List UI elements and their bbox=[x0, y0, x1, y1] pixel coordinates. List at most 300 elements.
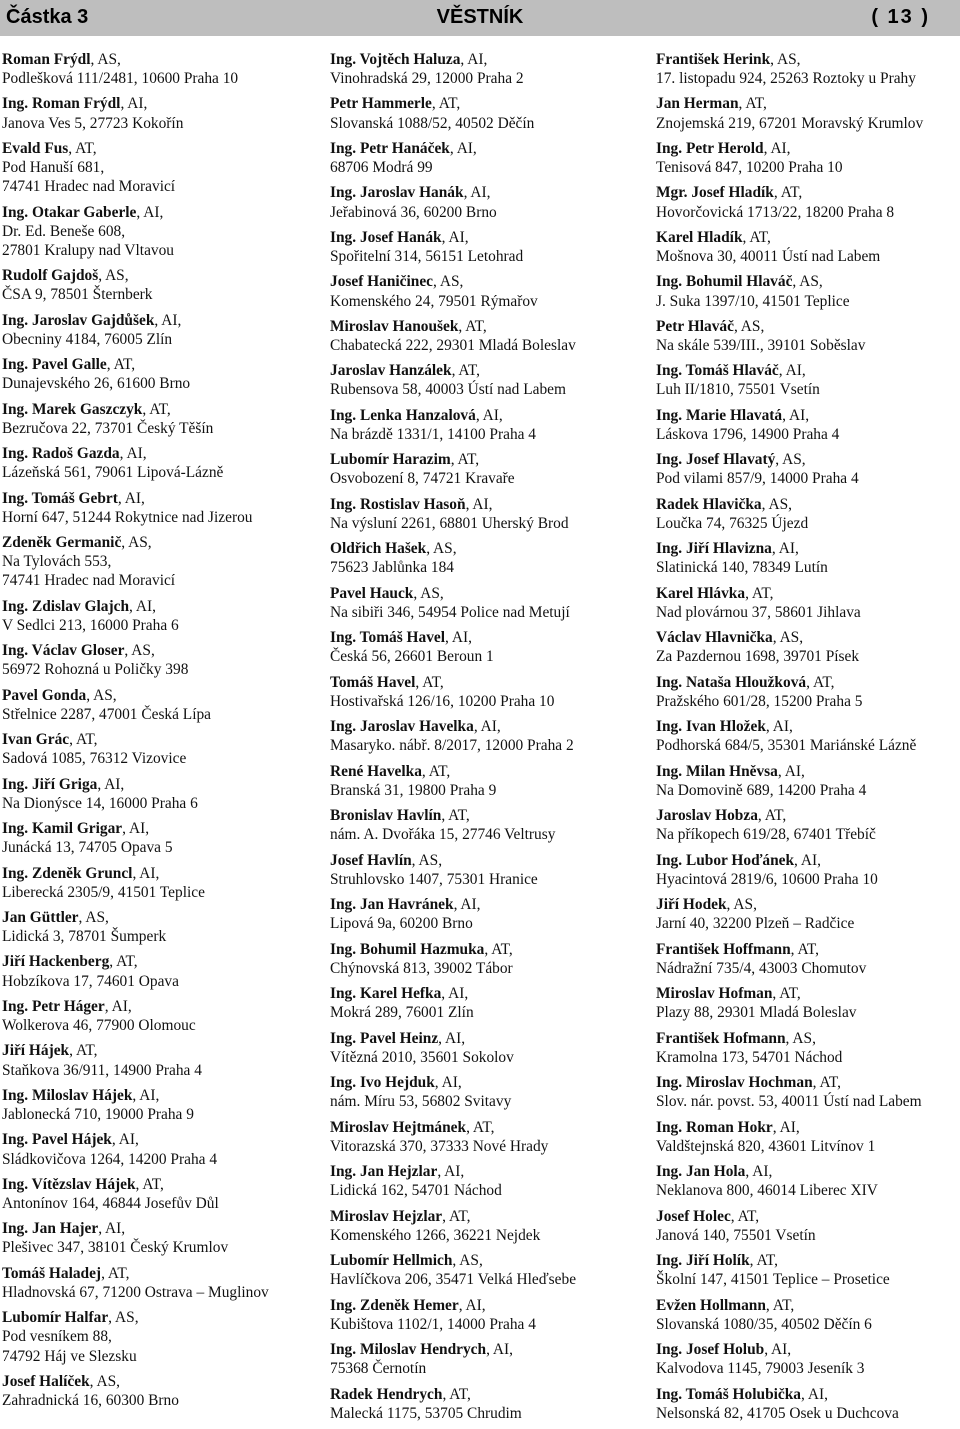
entry-heading bbox=[2, 864, 314, 883]
entry-heading bbox=[330, 584, 642, 603]
person-name: Ing. Zdislav Glajch bbox=[2, 597, 130, 615]
address-line: Spořitelní 314, 56151 Letohrad bbox=[330, 248, 524, 266]
person-name: Ing. Pavel Hájek bbox=[2, 1131, 112, 1149]
address-line: Lázeňská 561, 79061 Lipová-Lázně bbox=[2, 464, 224, 482]
person-name: Lubomír Hellmich bbox=[330, 1252, 453, 1270]
directory-entry bbox=[330, 673, 642, 711]
person-name: Ing. Václav Gloser bbox=[2, 642, 125, 660]
address-line: Loučka 74, 76325 Újezd bbox=[656, 514, 809, 532]
authorization-status: , AI, bbox=[465, 495, 493, 513]
address-line: Masaryko. nábř. 8/2017, 12000 Praha 2 bbox=[330, 737, 574, 755]
address-line: Na Domovině 689, 14200 Praha 4 bbox=[656, 781, 867, 799]
entry-heading bbox=[2, 1175, 314, 1194]
address-line: Staňkova 36/911, 14900 Praha 4 bbox=[2, 1061, 202, 1079]
entry-heading bbox=[656, 1029, 956, 1048]
entry-heading bbox=[656, 450, 956, 469]
person-name: Pavel Gonda bbox=[2, 686, 87, 704]
authorization-status: , AI, bbox=[458, 1296, 486, 1314]
directory-entry bbox=[2, 1130, 314, 1168]
person-name: Pavel Hauck bbox=[330, 584, 414, 602]
entry-heading bbox=[656, 361, 956, 380]
directory-entry bbox=[330, 450, 642, 488]
entry-heading bbox=[330, 50, 642, 69]
entry-heading bbox=[330, 851, 642, 870]
person-name: Ing. Vojtěch Haluza bbox=[330, 51, 461, 68]
person-name: Ing. Petr Herold bbox=[656, 139, 764, 157]
address-line: V Sedlci 213, 16000 Praha 6 bbox=[2, 616, 179, 634]
authorization-status: , AS, bbox=[433, 273, 464, 291]
authorization-status: , AI, bbox=[765, 718, 793, 736]
entry-heading bbox=[2, 203, 314, 222]
directory-entry bbox=[2, 1372, 314, 1410]
authorization-status: , AT, bbox=[69, 1042, 98, 1060]
authorization-status: , AI, bbox=[460, 51, 488, 68]
entry-heading bbox=[330, 940, 642, 959]
person-name: Ing. Jiří Hlavizna bbox=[656, 540, 772, 558]
person-name: Evald Fus bbox=[2, 139, 69, 157]
address-line: Chýnovská 813, 39002 Tábor bbox=[330, 959, 513, 977]
authorization-status: , AT, bbox=[742, 228, 771, 246]
entry-heading bbox=[330, 1162, 642, 1181]
authorization-status: , AT, bbox=[68, 139, 97, 157]
entry-heading bbox=[2, 444, 314, 463]
authorization-status: , AT, bbox=[415, 673, 444, 691]
address-line: Dr. Ed. Beneše 608, bbox=[2, 222, 126, 240]
person-name: Jiří Hodek bbox=[656, 896, 727, 914]
person-name: Ing. Petr Hanáček bbox=[330, 139, 450, 157]
address-line: Zahradnická 16, 60300 Brno bbox=[2, 1392, 179, 1410]
authorization-status: , AT, bbox=[451, 362, 480, 380]
person-name: René Havelka bbox=[330, 762, 422, 780]
person-name: Evžen Hollmann bbox=[656, 1296, 766, 1314]
entry-heading bbox=[330, 984, 642, 1003]
entry-heading bbox=[2, 1041, 314, 1060]
directory-entry bbox=[330, 495, 642, 533]
directory-entry bbox=[656, 495, 956, 533]
directory-entry bbox=[656, 762, 956, 800]
authorization-status: , AT, bbox=[142, 400, 171, 418]
entry-heading bbox=[2, 997, 314, 1016]
entry-heading bbox=[330, 495, 642, 514]
person-name: Ing. Josef Hlavatý bbox=[656, 451, 776, 469]
directory-entry bbox=[330, 139, 642, 177]
address-line: nám. A. Dvořáka 15, 27746 Veltrusy bbox=[330, 826, 556, 844]
address-line: Střelnice 2287, 47001 Česká Lípa bbox=[2, 705, 212, 723]
address-line: Hobzíkova 17, 74601 Opava bbox=[2, 972, 179, 990]
authorization-status: , AS, bbox=[98, 267, 129, 285]
person-name: Roman Frýdl bbox=[2, 51, 91, 68]
address-line: Sadová 1085, 76312 Vizovice bbox=[2, 750, 187, 768]
address-line: nám. Míru 53, 56802 Svitavy bbox=[330, 1093, 512, 1111]
authorization-status: , AI, bbox=[771, 540, 799, 558]
person-name: Ing. Marie Hlavatá bbox=[656, 406, 783, 424]
entry-heading bbox=[656, 1207, 956, 1226]
address-line: 74741 Hradec nad Moravicí bbox=[2, 178, 176, 196]
entry-heading bbox=[330, 806, 642, 825]
entry-heading bbox=[656, 717, 956, 736]
directory-entry bbox=[656, 139, 956, 177]
directory-entry bbox=[656, 50, 956, 88]
person-name: Radek Hlavička bbox=[656, 495, 762, 513]
person-name: Oldřich Hašek bbox=[330, 540, 427, 558]
authorization-status: , AI, bbox=[97, 775, 125, 793]
person-name: Ing. Jan Hajer bbox=[2, 1220, 99, 1238]
directory-entry bbox=[330, 317, 642, 355]
directory-entry bbox=[2, 266, 314, 304]
person-name: Ing. Miloslav Hájek bbox=[2, 1086, 133, 1104]
directory-entry bbox=[330, 806, 642, 844]
authorization-status: , AS, bbox=[770, 51, 801, 68]
directory-entry bbox=[330, 1118, 642, 1156]
directory-entry bbox=[656, 717, 956, 755]
address-line: Vítězná 2010, 35601 Sokolov bbox=[330, 1048, 514, 1066]
authorization-status: , AI, bbox=[437, 1163, 465, 1181]
address-line: Junácká 13, 74705 Opava 5 bbox=[2, 839, 173, 857]
page-number: ( 13 ) bbox=[871, 6, 930, 28]
address-line: Česká 56, 26601 Beroun 1 bbox=[330, 648, 494, 666]
person-name: Jiří Hackenberg bbox=[2, 953, 110, 971]
person-name: Karel Hladík bbox=[656, 228, 743, 246]
authorization-status: , AS, bbox=[785, 1029, 816, 1047]
address-line: Podlešková 111/2481, 10600 Praha 10 bbox=[2, 70, 239, 88]
authorization-status: , AI, bbox=[745, 1163, 773, 1181]
person-name: Ing. Jaroslav Gajdůšek bbox=[2, 311, 155, 329]
authorization-status: , AT, bbox=[421, 762, 451, 780]
authorization-status: , AI, bbox=[136, 203, 164, 221]
directory-entry bbox=[656, 851, 956, 889]
authorization-status: , AT, bbox=[106, 356, 136, 374]
person-name: Ing. Otakar Gaberle bbox=[2, 203, 137, 221]
person-name: František Hofmann bbox=[656, 1029, 786, 1047]
entry-heading bbox=[656, 851, 956, 870]
directory-entry bbox=[330, 406, 642, 444]
person-name: Jaroslav Hobza bbox=[656, 807, 758, 825]
person-name: Ing. Zdeněk Gruncl bbox=[2, 864, 133, 882]
address-line: Komenského 1266, 36221 Nejdek bbox=[330, 1226, 541, 1244]
entry-heading bbox=[656, 495, 956, 514]
entry-heading bbox=[330, 228, 642, 247]
directory-entry bbox=[656, 272, 956, 310]
page-header bbox=[0, 0, 960, 36]
person-name: Ing. Roman Hokr bbox=[656, 1118, 773, 1136]
authorization-status: , AT, bbox=[772, 985, 801, 1003]
directory-entry bbox=[330, 183, 642, 221]
directory-entry bbox=[2, 686, 314, 724]
directory-entry bbox=[2, 819, 314, 857]
address-line: Pražského 601/28, 15200 Praha 5 bbox=[656, 692, 863, 710]
person-name: Ing. Roman Frýdl bbox=[2, 95, 121, 113]
authorization-status: , AT, bbox=[749, 1252, 779, 1270]
person-name: Ing. Petr Háger bbox=[2, 997, 105, 1015]
directory-entry bbox=[656, 673, 956, 711]
directory-entry bbox=[330, 1073, 642, 1111]
authorization-status: , AT, bbox=[69, 731, 98, 749]
person-name: Josef Halíček bbox=[2, 1372, 90, 1390]
authorization-status: , AI, bbox=[120, 95, 148, 113]
entry-heading bbox=[2, 641, 314, 660]
column-2 bbox=[330, 50, 642, 1429]
entry-heading bbox=[330, 1251, 642, 1270]
person-name: Ing. Jiří Griga bbox=[2, 775, 98, 793]
authorization-status: , AI, bbox=[449, 139, 477, 157]
person-name: Josef Havlín bbox=[330, 851, 412, 869]
entry-heading bbox=[2, 1086, 314, 1105]
entry-heading bbox=[330, 1118, 642, 1137]
address-line: 27801 Kralupy nad Vltavou bbox=[2, 241, 174, 259]
address-line: Nad plovárnou 37, 58601 Jihlava bbox=[656, 603, 861, 621]
address-line: Na sibiři 346, 54954 Police nad Metují bbox=[330, 603, 570, 621]
person-name: František Hoffmann bbox=[656, 940, 791, 958]
entry-heading bbox=[330, 673, 642, 692]
address-line: Vitorazská 370, 37333 Nové Hrady bbox=[330, 1137, 549, 1155]
directory-entry bbox=[2, 1175, 314, 1213]
directory-entry bbox=[330, 539, 642, 577]
authorization-status: , AI, bbox=[122, 820, 150, 838]
entry-heading bbox=[2, 400, 314, 419]
authorization-status: , AI, bbox=[445, 629, 472, 647]
directory-entry bbox=[330, 1029, 642, 1067]
authorization-status: , AI, bbox=[782, 406, 810, 424]
directory-entry bbox=[330, 940, 642, 978]
person-name: Josef Haničinec bbox=[330, 273, 434, 291]
directory-entry bbox=[656, 450, 956, 488]
person-name: Ing. Kamil Grigar bbox=[2, 820, 123, 838]
address-line: Mokrá 289, 76001 Zlín bbox=[330, 1004, 474, 1022]
person-name: Miroslav Hofman bbox=[656, 985, 773, 1003]
authorization-status: , AI, bbox=[441, 228, 469, 246]
entry-heading bbox=[330, 1340, 642, 1359]
address-line: 56972 Rohozná u Poličky 398 bbox=[2, 661, 189, 679]
address-line: Lidická 3, 78701 Šumperk bbox=[2, 928, 167, 946]
authorization-status: , AT, bbox=[466, 1118, 495, 1136]
entry-heading bbox=[330, 717, 642, 736]
address-line: Hyacintová 2819/6, 10600 Praha 10 bbox=[656, 870, 878, 888]
authorization-status: , AS, bbox=[86, 686, 117, 704]
person-name: Ing. Ivo Hejduk bbox=[330, 1074, 435, 1092]
entry-heading bbox=[656, 228, 956, 247]
entry-heading bbox=[2, 686, 314, 705]
entry-heading bbox=[2, 1372, 314, 1391]
directory-entry bbox=[2, 444, 314, 482]
address-line: Slov. nár. povst. 53, 40011 Ústí nad Labem bbox=[656, 1093, 922, 1111]
authorization-status: , AT, bbox=[773, 184, 803, 202]
person-name: Tomáš Haladej bbox=[2, 1264, 102, 1282]
directory-entry bbox=[2, 489, 314, 527]
directory-entry bbox=[330, 94, 642, 132]
person-name: Ing. Ivan Hložek bbox=[656, 718, 766, 736]
entry-heading bbox=[330, 628, 642, 647]
directory-entry bbox=[2, 533, 314, 590]
person-name: Jaroslav Hanzálek bbox=[330, 362, 452, 380]
authorization-status: , AI, bbox=[772, 1118, 800, 1136]
authorization-status: , AT, bbox=[109, 953, 138, 971]
entry-heading bbox=[2, 597, 314, 616]
person-name: Miroslav Hejzlar bbox=[330, 1207, 443, 1225]
directory-entry bbox=[2, 1219, 314, 1257]
directory-entry bbox=[2, 864, 314, 902]
address-line: Znojemská 219, 67201 Moravský Krumlov bbox=[656, 114, 924, 132]
authorization-status: , AS, bbox=[775, 451, 806, 469]
entry-heading bbox=[656, 1385, 956, 1404]
directory-entry bbox=[2, 597, 314, 635]
address-line: Havlíčkova 206, 35471 Velká Hleďsebe bbox=[330, 1271, 577, 1289]
person-name: Ing. Tomáš Holubička bbox=[656, 1385, 801, 1403]
person-name: Ivan Grác bbox=[2, 731, 70, 749]
address-line: J. Suka 1397/10, 41501 Teplice bbox=[656, 292, 850, 310]
person-name: Jan Herman bbox=[656, 95, 739, 113]
authorization-status: , AT, bbox=[458, 317, 487, 335]
person-name: Zdeněk Germanič bbox=[2, 534, 122, 552]
authorization-status: , AS, bbox=[124, 642, 155, 660]
entry-heading bbox=[2, 1264, 314, 1283]
authorization-status: , AI, bbox=[778, 362, 806, 380]
authorization-status: , AI, bbox=[438, 1029, 466, 1047]
person-name: Ing. Bohumil Hazmuka bbox=[330, 940, 485, 958]
directory-entry bbox=[330, 361, 642, 399]
address-line: Školní 147, 41501 Teplice – Prosetice bbox=[656, 1271, 890, 1289]
authorization-status: , AT, bbox=[738, 95, 767, 113]
entry-heading bbox=[656, 940, 956, 959]
entry-heading bbox=[330, 94, 642, 113]
entry-heading bbox=[330, 272, 642, 291]
person-name: Ing. Pavel Heinz bbox=[330, 1029, 439, 1047]
authorization-status: , AI, bbox=[129, 597, 156, 615]
entry-heading bbox=[2, 908, 314, 927]
person-name: Jiří Hájek bbox=[2, 1042, 70, 1060]
entry-heading bbox=[2, 952, 314, 971]
directory-entry bbox=[656, 1296, 956, 1334]
entry-heading bbox=[2, 730, 314, 749]
entry-heading bbox=[2, 139, 314, 158]
directory-entry bbox=[2, 94, 314, 132]
address-line: Valdštejnská 820, 43601 Litvínov 1 bbox=[656, 1137, 876, 1155]
authorization-status: , AT, bbox=[745, 584, 774, 602]
directory-entry bbox=[656, 1340, 956, 1378]
person-name: Mgr. Josef Hladík bbox=[656, 184, 774, 202]
directory-entry bbox=[330, 1296, 642, 1334]
entry-heading bbox=[330, 317, 642, 336]
directory-entry bbox=[656, 361, 956, 399]
person-name: Ing. Josef Holub bbox=[656, 1341, 765, 1359]
authorization-status: , AI, bbox=[441, 985, 469, 1003]
directory-entry bbox=[2, 400, 314, 438]
address-line: Na brázdě 1331/1, 14100 Praha 4 bbox=[330, 425, 537, 443]
address-line: Antonínov 164, 46844 Josefův Důl bbox=[2, 1195, 219, 1212]
person-name: Ing. Nataša Hloužková bbox=[656, 673, 807, 691]
address-line: Plešivec 347, 38101 Český Krumlov bbox=[2, 1239, 229, 1257]
entry-heading bbox=[656, 50, 956, 69]
person-name: Ing. Jiří Holík bbox=[656, 1252, 750, 1270]
directory-entry bbox=[330, 895, 642, 933]
entry-heading bbox=[330, 1296, 642, 1315]
address-line: Podhorská 684/5, 35301 Mariánské Lázně bbox=[656, 737, 917, 755]
address-line: Na výsluní 2261, 68801 Uherský Brod bbox=[330, 514, 569, 532]
authorization-status: , AI, bbox=[475, 406, 503, 424]
address-line: Lipová 9a, 60200 Brno bbox=[330, 915, 473, 933]
entry-heading bbox=[656, 272, 956, 291]
person-name: Ing. Tomáš Hlaváč bbox=[656, 362, 779, 380]
authorization-status: , AI, bbox=[463, 184, 491, 202]
authorization-status: , AT, bbox=[442, 1385, 471, 1403]
authorization-status: , AI, bbox=[132, 1086, 160, 1104]
address-line: Hovorčovická 1713/22, 18200 Praha 8 bbox=[656, 203, 895, 221]
entry-heading bbox=[2, 819, 314, 838]
person-name: Ing. Jaroslav Hanák bbox=[330, 184, 464, 202]
address-line: Branská 31, 19800 Praha 9 bbox=[330, 781, 497, 799]
person-name: Ing. Miloslav Hendrych bbox=[330, 1341, 487, 1359]
address-line: Pod vilami 857/9, 14000 Praha 4 bbox=[656, 470, 859, 488]
address-line: Liberecká 2305/9, 41501 Teplice bbox=[2, 883, 205, 901]
authorization-status: , AI, bbox=[801, 1385, 828, 1403]
authorization-status: , AS, bbox=[108, 1309, 139, 1327]
entry-heading bbox=[656, 1296, 956, 1315]
address-line: Jeřabinová 36, 60200 Brno bbox=[330, 203, 497, 221]
authorization-status: , AS, bbox=[452, 1252, 483, 1270]
address-line: Kalvodova 1145, 79003 Jeseník 3 bbox=[656, 1360, 865, 1378]
entry-heading bbox=[330, 539, 642, 558]
person-name: Ing. Josef Hanák bbox=[330, 228, 442, 246]
directory-entry bbox=[330, 584, 642, 622]
entry-heading bbox=[330, 1207, 642, 1226]
entry-heading bbox=[656, 895, 956, 914]
directory-entry bbox=[2, 641, 314, 679]
entry-heading bbox=[656, 1073, 956, 1092]
entry-heading bbox=[330, 183, 642, 202]
person-name: Ing. Radoš Gazda bbox=[2, 445, 120, 463]
directory-entry bbox=[2, 50, 314, 88]
authorization-status: , AT, bbox=[484, 940, 513, 958]
directory-entry bbox=[656, 406, 956, 444]
person-name: Radek Hendrych bbox=[330, 1385, 443, 1403]
entry-heading bbox=[656, 762, 956, 781]
directory-entry bbox=[656, 228, 956, 266]
directory-entry bbox=[330, 1340, 642, 1378]
authorization-status: , AI, bbox=[764, 1341, 792, 1359]
address-line: Luh II/1810, 75501 Vsetín bbox=[656, 381, 820, 399]
directory-entry bbox=[2, 1041, 314, 1079]
authorization-status: , AS, bbox=[411, 851, 443, 869]
directory-entry bbox=[656, 539, 956, 577]
entry-heading bbox=[330, 1385, 642, 1404]
authorization-status: , AS, bbox=[772, 629, 804, 647]
authorization-status: , AI, bbox=[119, 445, 147, 463]
directory-entry bbox=[2, 139, 314, 196]
person-name: Ing. Lubor Hoďánek bbox=[656, 851, 795, 869]
person-name: Václav Hlavnička bbox=[656, 629, 773, 647]
authorization-status: , AI, bbox=[453, 896, 481, 914]
person-name: Ing. Zdeněk Hemer bbox=[330, 1296, 459, 1314]
entry-heading bbox=[2, 1308, 314, 1327]
authorization-status: , AT, bbox=[757, 807, 787, 825]
person-name: Jan Güttler bbox=[2, 909, 79, 926]
authorization-status: , AS, bbox=[761, 495, 792, 513]
address-line: Kubištova 1102/1, 14000 Praha 4 bbox=[330, 1315, 536, 1333]
entry-heading bbox=[330, 406, 642, 425]
authorization-status: , AT, bbox=[730, 1207, 760, 1225]
person-name: Ing. Miroslav Hochman bbox=[656, 1074, 813, 1092]
person-name: Ing. Jan Havránek bbox=[330, 896, 454, 914]
entry-heading bbox=[656, 584, 956, 603]
address-line: Janova Ves 5, 27723 Kokořín bbox=[2, 114, 184, 132]
entry-heading bbox=[656, 1251, 956, 1270]
directory-entry bbox=[330, 50, 642, 88]
address-line: 68706 Modrá 99 bbox=[330, 159, 433, 177]
authorization-status: , AS, bbox=[792, 273, 823, 291]
person-name: Ing. Jan Hola bbox=[656, 1163, 746, 1181]
authorization-status: , AI, bbox=[794, 851, 821, 869]
entry-heading bbox=[2, 50, 314, 69]
authorization-status: , AS, bbox=[733, 317, 765, 335]
